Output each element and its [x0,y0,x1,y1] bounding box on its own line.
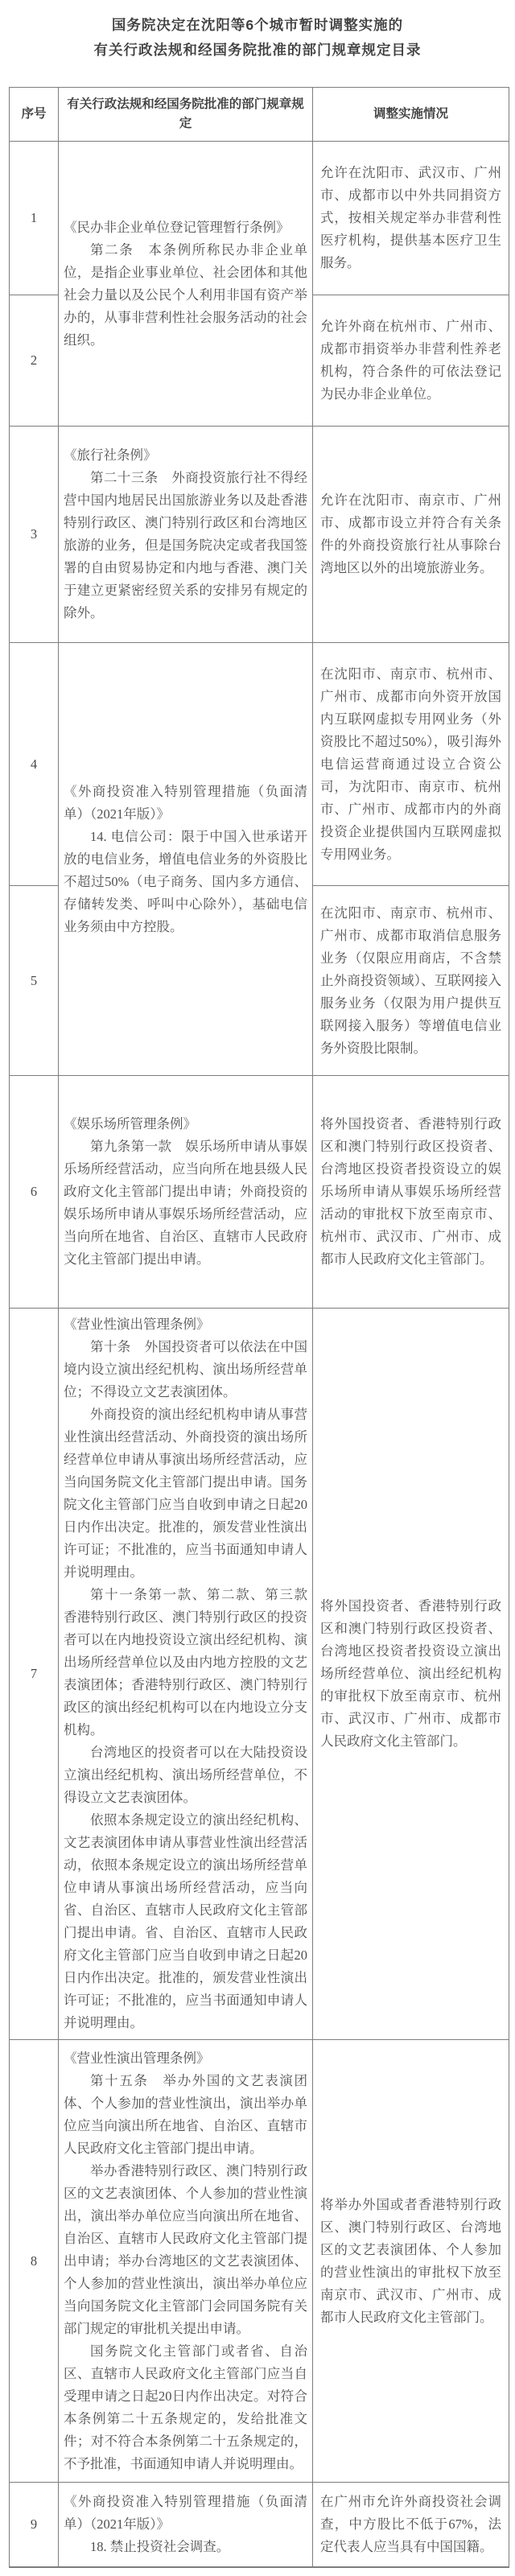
row-seq: 6 [10,1076,59,1309]
regulation-paragraph: 外商投资的演出经纪机构申请从事营业性演出经营活动、外商投资的演出场所经营单位申请从事演出场所经营活动，应当向国务院文化主管部门提出申请。国务院文化主管部门应当自收到申请之日起20日内作出决定。批准的，颁发营业性演出许可证；不批准的，应当书面通知申请人并说明理由。 [64,1407,307,1580]
regulation-paragraph: 《外商投资准入特别管理措施（负面清单）（2021年版）》 [64,783,307,822]
table-header-row [10,88,509,142]
adjustment-cell [313,1309,509,2040]
regulation-paragraph: 《外商投资准入特别管理措施（负面清单）（2021年版）》 [64,2493,307,2532]
row-seq: 5 [10,886,59,1076]
header-cell-regulation: 有关行政法规和经国务院批准的部门规章规定 [59,88,313,142]
row-seq: 2 [10,295,59,427]
regulation-paragraph: 18. 禁止投资社会调查。 [90,2538,230,2554]
regulation-paragraph: 国务院文化主管部门或者省、自治区、直辖市人民政府文化主管部门应当自受理申请之日起20日内作出决定。对符合本条例第二十五条规定的，发给批准文件；对不符合本条例第二十五条规定的，不予批准，书面通知申请人并说明理由。 [64,2343,307,2471]
regulation-cell [59,1309,321,2040]
regulation-cell [59,2040,313,2483]
adjustment-cell [313,295,509,427]
page-title-line-1: 国务院决定在沈阳等6个城市暂时调整实施的 [111,17,404,33]
regulation-paragraph: 14. 电信公司：限于中国入世承诺开放的电信业务，增值电信业务的外资股比不超过50%（电子商务、国内多方通信、存储转发类、呼叫中心除外），基础电信业务须由中方控股。 [64,828,307,934]
header-cell-adjustment: 调整实施情况 [313,88,509,142]
regulation-cell [59,2483,313,2567]
adjustment-cell [313,142,509,295]
table-row [10,142,509,295]
regulation-paragraph: 《营业性演出管理条例》 [64,2050,210,2066]
regulation-paragraph: 《旅行社条例》 [64,447,157,463]
adjustment-cell [313,2040,509,2483]
page-title [24,13,491,63]
regulation-cell [59,427,313,643]
adjustment-text: 将举办外国或者香港特别行政区、澳门特别行政区、台湾地区的文艺表演团体、个人参加的营业性演出的审批权下放至南京市、武汉市、广州市、成都市人民政府文化主管部门。 [320,2196,501,2325]
table-row [10,1076,509,1309]
table-row [10,2040,509,2483]
regulation-cell [59,643,313,1076]
adjustment-text: 在广州市允许外商投资社会调查，中方股比不低于67%，法定代表人应当具有中国国籍。 [320,2493,501,2554]
adjustment-cell [313,1076,509,1309]
adjustment-cell [313,886,509,1076]
regulation-paragraph: 第十五条 举办外国的文艺表演团体、个人参加的营业性演出，演出举办单位应当向演出所在地省、自治区、直辖市人民政府文化主管部门提出申请。 [64,2072,307,2156]
adjustment-text: 将外国投资者、香港特别行政区和澳门特别行政区投资者、台湾地区投资者投资设立演出场所经营单位、演出经纪机构的审批权下放至南京市、杭州市、武汉市、广州市、成都市人民政府文化主管部门。 [320,1598,501,1749]
regulation-paragraph: 第二条 本条例所称民办非企业单位，是指企业事业单位、社会团体和其他社会力量以及公民个人利用非国有资产举办的，从事非营利性社会服务活动的社会组织。 [64,241,307,348]
regulation-paragraph: 第九条第一款 娱乐场所申请从事娱乐场所经营活动，应当向所在地县级人民政府文化主管部门提出申请；外商投资的娱乐场所申请从事娱乐场所经营活动，应当向所在地省、自治区、直辖市人民政府文化主管部门提出申请。 [64,1139,307,1267]
regulations-table [9,87,509,2568]
header-cell-seq: 序号 [10,88,59,142]
table-row [10,427,509,643]
row-seq: 1 [10,142,59,295]
table-row [10,1309,509,2040]
adjustment-cell [313,643,509,886]
regulation-paragraph: 第二十三条 外商投资旅行社不得经营中国内地居民出国旅游业务以及赴香港特别行政区、澳门特别行政区和台湾地区旅游的业务，但是国务院决定或者我国签署的自由贸易协定和内地与香港、澳门关于建立更紧密经贸关系的安排另有规定的除外。 [64,470,307,620]
adjustment-cell [313,2483,509,2567]
adjustment-text: 在沈阳市、南京市、杭州市、广州市、成都市向外资开放国内互联网虚拟专用网业务（外资股比不超过50%），吸引海外电信运营商通过设立合资公司，为沈阳市、南京市、杭州市、广州市、成都市内的外商投资企业提供国内互联网虚拟专用网业务。 [320,666,501,862]
adjustment-cell [313,427,509,643]
table-row [10,643,509,886]
adjustment-text: 允许在沈阳市、南京市、广州市、成都市设立并符合有关条件的外商投资旅行社从事除台湾地区以外的出境旅游业务。 [320,493,501,575]
adjustment-text: 允许在沈阳市、武汉市、广州市、成都市以中外共同捐资方式，按相关规定举办非营利性医疗机构，提供基本医疗卫生服务。 [320,165,501,270]
page-title-line-2: 有关行政法规和经国务院批准的部门规章规定目录 [93,42,422,58]
regulation-cell [59,1076,313,1309]
table-row [10,2483,509,2567]
regulation-paragraph: 依照本条规定设立的演出经纪机构、文艺表演团体申请从事营业性演出经营活动，依照本条规定设立的演出场所经营单位申请从事演出场所经营活动，应当向省、自治区、直辖市人民政府文化主管部门提出申请。省、自治区、直辖市人民政府文化主管部门应当自收到申请之日起20日内作出决定。批准的，颁发营业性演出许可证；不批准的，应当书面通知申请人并说明理由。 [64,1812,307,2030]
row-seq: 9 [10,2483,59,2567]
regulation-paragraph: 《娱乐场所管理条例》 [64,1116,196,1131]
adjustment-text: 将外国投资者、香港特别行政区和澳门特别行政区投资者、台湾地区投资者投资设立的娱乐场所申请从事娱乐场所经营活动的审批权下放至南京市、杭州市、武汉市、广州市、成都市人民政府文化主管部门。 [320,1116,501,1267]
regulation-paragraph: 第十条 外国投资者可以依法在中国境内设立演出经纪机构、演出场所经营单位；不得设立文艺表演团体。 [64,1339,307,1399]
regulation-paragraph: 《民办非企业单位登记管理暂行条例》 [64,219,290,235]
row-seq: 7 [10,1309,59,2040]
regulation-paragraph: 台湾地区的投资者可以在大陆投资设立演出经纪机构、演出场所经营单位，不得设立文艺表演团体。 [64,1745,307,1805]
adjustment-text: 在沈阳市、南京市、杭州市、广州市、成都市取消信息服务业务（仅限应用商店，不含禁止外商投资领域）、互联网接入服务业务（仅限为用户提供互联网接入服务）等增值电信业务外资股比限制。 [320,905,501,1056]
regulation-cell [59,142,313,427]
adjustment-text: 允许外商在杭州市、广州市、成都市捐资举办非营利性养老机构，符合条件的可依法登记为民办非企业单位。 [320,319,501,402]
regulation-paragraph: 举办香港特别行政区、澳门特别行政区的文艺表演团体、个人参加的营业性演出，演出举办单位应当向演出所在地省、自治区、直辖市人民政府文化主管部门提出申请；举办台湾地区的文艺表演团体、个人参加的营业性演出，演出举办单位应当向国务院文化主管部门会同国务院有关部门规定的审批机关提出申请。 [64,2162,307,2336]
row-seq: 8 [10,2040,59,2483]
row-seq: 4 [10,643,59,886]
regulation-paragraph: 《营业性演出管理条例》 [64,1317,210,1332]
row-seq: 3 [10,427,59,643]
regulation-paragraph: 第十一条第一款、第二款、第三款 香港特别行政区、澳门特别行政区的投资者可以在内地投资设立演出经纪机构、演出场所经营单位以及由内地方控股的文艺表演团体；香港特别行政区、澳门特别行政区的演出经纪机构可以在内地设立分支机构。 [64,1587,321,1737]
